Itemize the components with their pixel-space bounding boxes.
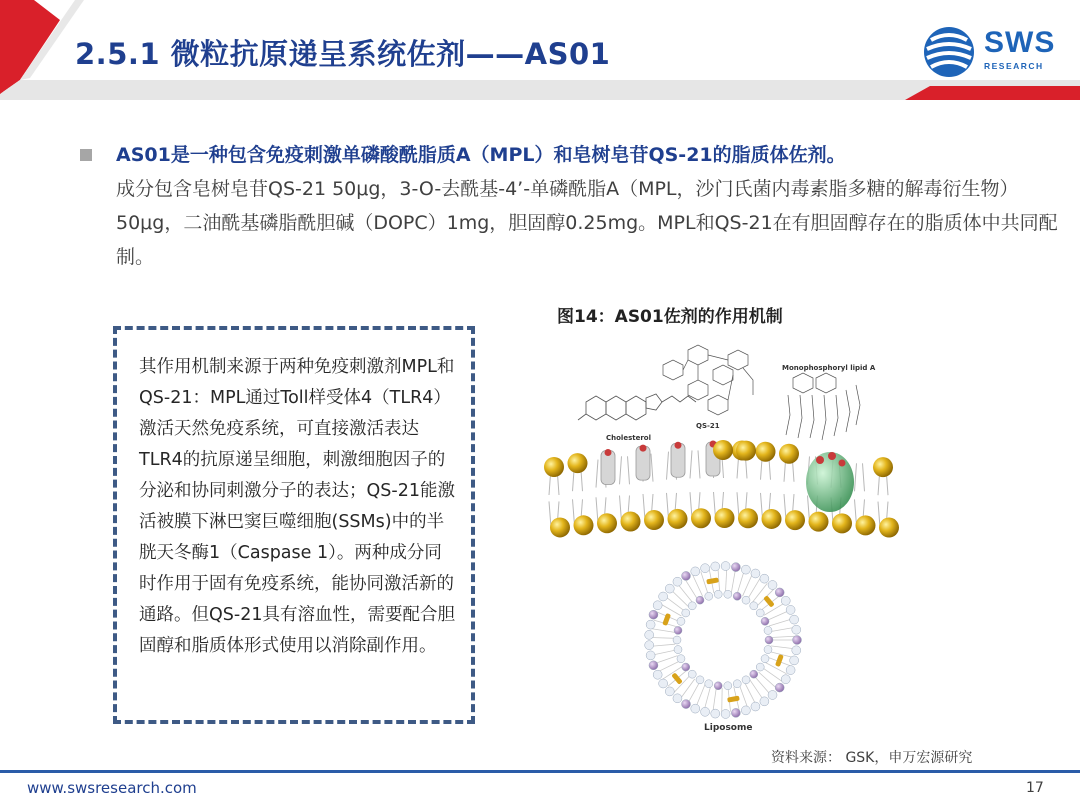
mpl-structure <box>786 373 860 440</box>
globe-logo-icon <box>922 24 980 80</box>
lipid-head <box>756 442 776 462</box>
lipid-head <box>713 440 733 460</box>
callout-text: 其作用机制来源于两种免疫刺激剂MPL和QS-21：MPL通过Toll样受体4（TLR4）激活天然免疫系统，可直接激活表达TLR4的抗原递呈细胞，刺激细胞因子的分泌和协同刺激分子的表达；QS-21能激活被膜下淋巴窦巨噬细胞(SSMs)中的半胱天冬酶1（Caspase 1）。两种成分同时作用于固有免疫系统，能协同激活新的通路。但QS-21具有溶血性，需要配合胆固醇和脂质体形式使用以消除副作用。 <box>139 357 455 656</box>
lipid-head <box>779 444 799 464</box>
lipid-head <box>736 441 756 461</box>
mpl-cluster <box>806 452 854 512</box>
liposome <box>645 562 802 719</box>
lipid-head <box>879 518 899 538</box>
liposome-label: Liposome <box>704 723 753 733</box>
page-number: 17 <box>1026 780 1044 796</box>
source-note: 资料来源： GSK，申万宏源研究 <box>771 750 973 766</box>
intro-text <box>116 138 1070 274</box>
lipid-head <box>644 510 664 530</box>
intro-body: 成分包含皂树皂苷QS-21 50μg，3-O-去酰基-4’-单磷酰脂A（MPL，沙门氏菌内毒素脂多糖的解毒衍生物）50μg，二油酰基磷脂酰胆碱（DOPC）1mg，胆固醇0.25mg。MPL和QS-21在有胆固醇存在的脂质体中共同配制。 <box>116 178 1058 268</box>
mpl-label: Monophosphoryl lipid A <box>782 364 876 372</box>
cholesterol-structure <box>578 394 696 420</box>
lipid-head <box>597 513 617 533</box>
lipid-head <box>691 508 711 528</box>
cholesterol-molecule <box>601 449 615 485</box>
lipid-head <box>568 453 588 473</box>
slide-title: 2.5.1 微粒抗原递呈系统佐剂——AS01 <box>75 37 611 71</box>
figure-caption: 图14：AS01佐剂的作用机制 <box>557 307 783 327</box>
cholesterol-molecule <box>636 445 650 481</box>
cholesterol-label: Cholesterol <box>606 434 651 442</box>
intro-bullet <box>80 138 1070 274</box>
logo-subtitle: RESEARCH <box>984 61 1044 71</box>
logo-wordmark: SWS <box>984 26 1056 59</box>
lipid-head <box>668 509 688 529</box>
lipid-head <box>574 515 594 535</box>
cholesterol-molecule <box>671 442 685 478</box>
as01-mechanism-figure <box>538 340 908 738</box>
lipid-head <box>621 512 641 532</box>
lipid-head <box>873 457 893 477</box>
lipid-head <box>832 513 852 533</box>
square-bullet-icon <box>80 149 92 161</box>
qs21-label: QS-21 <box>696 422 720 430</box>
lipid-head <box>738 508 758 528</box>
lipid-head <box>856 515 876 535</box>
qs21-structure <box>663 345 753 415</box>
footer-rule <box>0 770 1080 773</box>
mechanism-callout <box>113 326 475 724</box>
lipid-head <box>809 512 829 532</box>
lipid-head <box>762 509 782 529</box>
lipid-head <box>785 510 805 530</box>
intro-lead: AS01是一种包含免疫刺激单磷酸酰脂质A（MPL）和皂树皂苷QS-21的脂质体佐剂。 <box>116 144 846 166</box>
lipid-head <box>550 517 570 537</box>
lipid-head <box>544 457 564 477</box>
cholesterol-inserts <box>601 441 720 485</box>
lipid-head <box>715 508 735 528</box>
footer-url[interactable]: www.swsresearch.com <box>27 779 197 797</box>
sws-logo <box>922 24 1062 80</box>
